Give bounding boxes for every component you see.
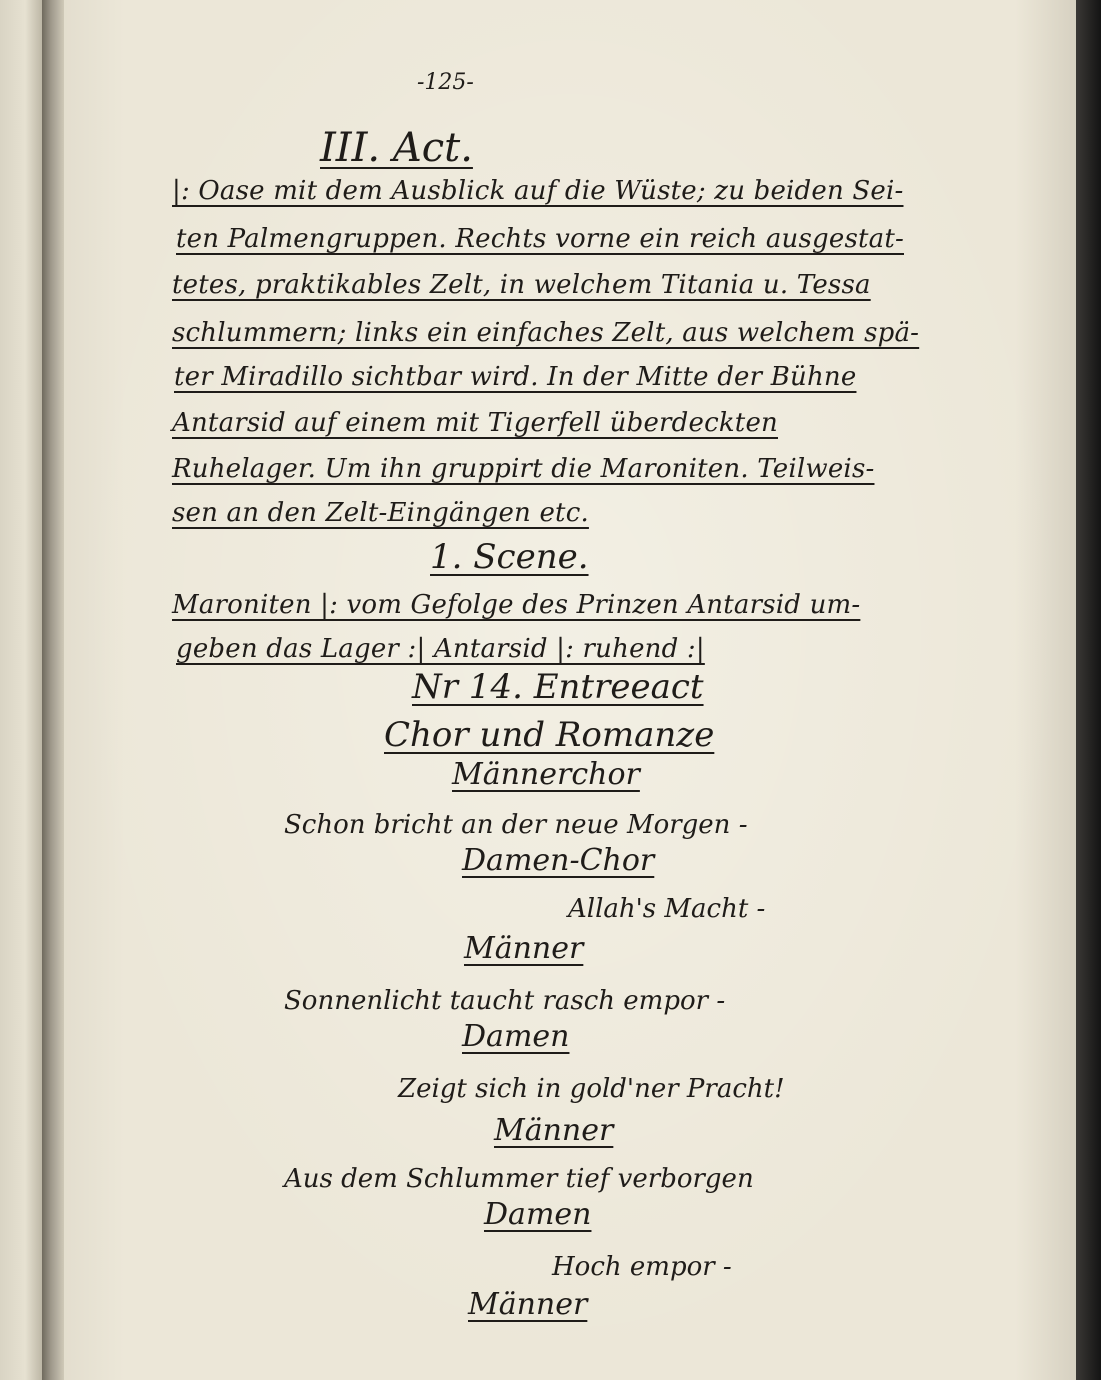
page-edge-shadow bbox=[1076, 0, 1101, 1380]
number-subtitle: Chor und Romanze bbox=[384, 715, 715, 755]
number-title: Nr 14. Entreeact bbox=[412, 667, 704, 707]
role-heading: Damen-Chor bbox=[462, 843, 655, 878]
stage-direction-line: |: Oase mit dem Ausblick auf die Wüste; zu beiden Sei- bbox=[172, 176, 904, 206]
scene-direction-line: geben das Lager :| Antarsid |: ruhend :| bbox=[176, 634, 705, 664]
book-gutter bbox=[42, 0, 64, 1380]
scene-title: 1. Scene. bbox=[430, 537, 589, 577]
lyric-line: Allah's Macht - bbox=[568, 894, 766, 924]
lyric-line: Sonnenlicht taucht rasch empor - bbox=[284, 986, 726, 1016]
act-title: III. Act. bbox=[320, 125, 473, 171]
scene-direction-line: Maroniten |: vom Gefolge des Prinzen Antarsid um- bbox=[172, 590, 861, 620]
role-heading: Damen bbox=[462, 1019, 570, 1054]
role-heading: Männer bbox=[464, 931, 584, 966]
role-heading: Männer bbox=[494, 1113, 614, 1148]
stage-direction-line: tetes, praktikables Zelt, in welchem Titania u. Tessa bbox=[172, 270, 871, 300]
stage-direction-line: ten Palmengruppen. Rechts vorne ein reich ausgestat- bbox=[176, 224, 904, 254]
role-heading: Männer bbox=[468, 1287, 588, 1322]
stage-direction-line: schlummern; links ein einfaches Zelt, aus welchem spä- bbox=[172, 318, 920, 348]
role-heading: Männerchor bbox=[452, 757, 640, 792]
stage-direction-line: sen an den Zelt-Eingängen etc. bbox=[172, 498, 589, 528]
stage-direction-line: Ruhelager. Um ihn gruppirt die Maroniten. Teilweis- bbox=[172, 454, 875, 484]
role-heading: Damen bbox=[484, 1197, 592, 1232]
page-number: -125- bbox=[417, 70, 474, 95]
lyric-line: Aus dem Schlummer tief verborgen bbox=[284, 1164, 754, 1194]
lyric-line: Hoch empor - bbox=[552, 1252, 732, 1282]
facing-page-edge bbox=[0, 0, 42, 1380]
lyric-line: Zeigt sich in gold'ner Pracht! bbox=[398, 1074, 785, 1104]
lyric-line: Schon bricht an der neue Morgen - bbox=[284, 810, 748, 840]
stage-direction-line: ter Miradillo sichtbar wird. In der Mitte der Bühne bbox=[174, 362, 857, 392]
stage-direction-line: Antarsid auf einem mit Tigerfell überdeckten bbox=[172, 408, 778, 438]
